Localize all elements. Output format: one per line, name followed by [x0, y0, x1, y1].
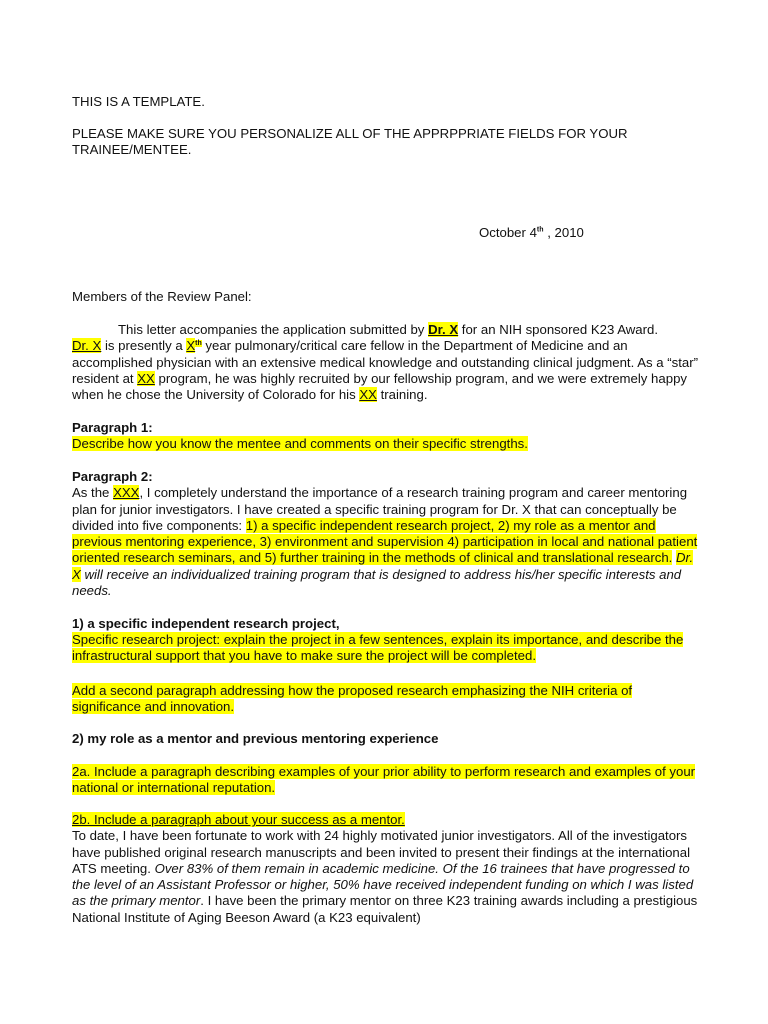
opening-paragraph: This letter accompanies the application submitted by Dr. X for an NIH sponsored K23 Award. Dr. X is presently a Xth year pulmonary/critical care fellow in the Department of Medicine and an accomplished physician with an extensive medical knowledge and outstanding clinical judgment. As a “star” resident at XX program, he was highly recruited by our fellowship program, and we were extremely happy when he chose the University of Colorado for his XX training.: [72, 322, 699, 403]
template-notice: THIS IS A TEMPLATE.: [72, 94, 205, 109]
section-2a-placeholder: 2a. Include a paragraph describing examples of your prior ability to perform research and examples of your national or international reputation.: [72, 764, 696, 796]
paragraph-1: [72, 420, 702, 453]
section-1-heading: 1) a specific independent research project,: [72, 616, 340, 631]
paragraph-2-heading: Paragraph 2:: [72, 469, 153, 484]
paragraph-1-heading: Paragraph 1:: [72, 420, 153, 435]
letter-date: October 4th , 2010: [479, 225, 584, 240]
section-2b: 2b. Include a paragraph about your success as a mentor. To date, I have been fortunate to work with 24 highly motivated junior investigators. All of the investigators have published original research manuscripts and been invited to present their findings at the international ATS meeting. Over 83% of them remain in academic medicine. Of the 16 trainees that have progressed to the level of an Assistant Professor or higher, 50% have received independent funding on which I was listed as the primary mentor. I have been the primary mentor on three K23 training awards including a prestigious National Institute of Aging Beeson Award (a K23 equivalent): [72, 812, 698, 925]
salutation: Members of the Review Panel:: [72, 289, 252, 304]
section-1-placeholder: Specific research project: explain the project in a few sentences, explain its importance, and describe the infrastructural support that you have to make sure the project will be completed.: [72, 632, 684, 664]
section-2-heading: 2) my role as a mentor and previous mentoring experience: [72, 731, 439, 746]
section-1-placeholder-2: Add a second paragraph addressing how the proposed research emphasizing the NIH criteria of significance and innovation.: [72, 683, 633, 715]
section-2b-placeholder: 2b. Include a paragraph about your success as a mentor.: [72, 812, 405, 827]
paragraph-2: Paragraph 2: As the XXX, I completely understand the importance of a research training program and career mentoring plan for junior investigators. I have created a specific training program for Dr. X that can conceptually be divided into five components: 1) a specific independent research project, 2) my role as a mentor and previous mentoring experience, 3) environment and supervision 4) participation in local and national patient oriented research seminars, and 5) further training in the methods of clinical and translational research. Dr. X will receive an individualized training program that is designed to address his/her specific interests and needs.: [72, 469, 698, 599]
personalize-notice: PLEASE MAKE SURE YOU PERSONALIZE ALL OF THE APPRPPRIATE FIELDS FOR YOUR TRAINEE/MENTEE.: [72, 126, 628, 158]
paragraph-1-placeholder: Describe how you know the mentee and comments on their specific strengths.: [72, 436, 528, 452]
